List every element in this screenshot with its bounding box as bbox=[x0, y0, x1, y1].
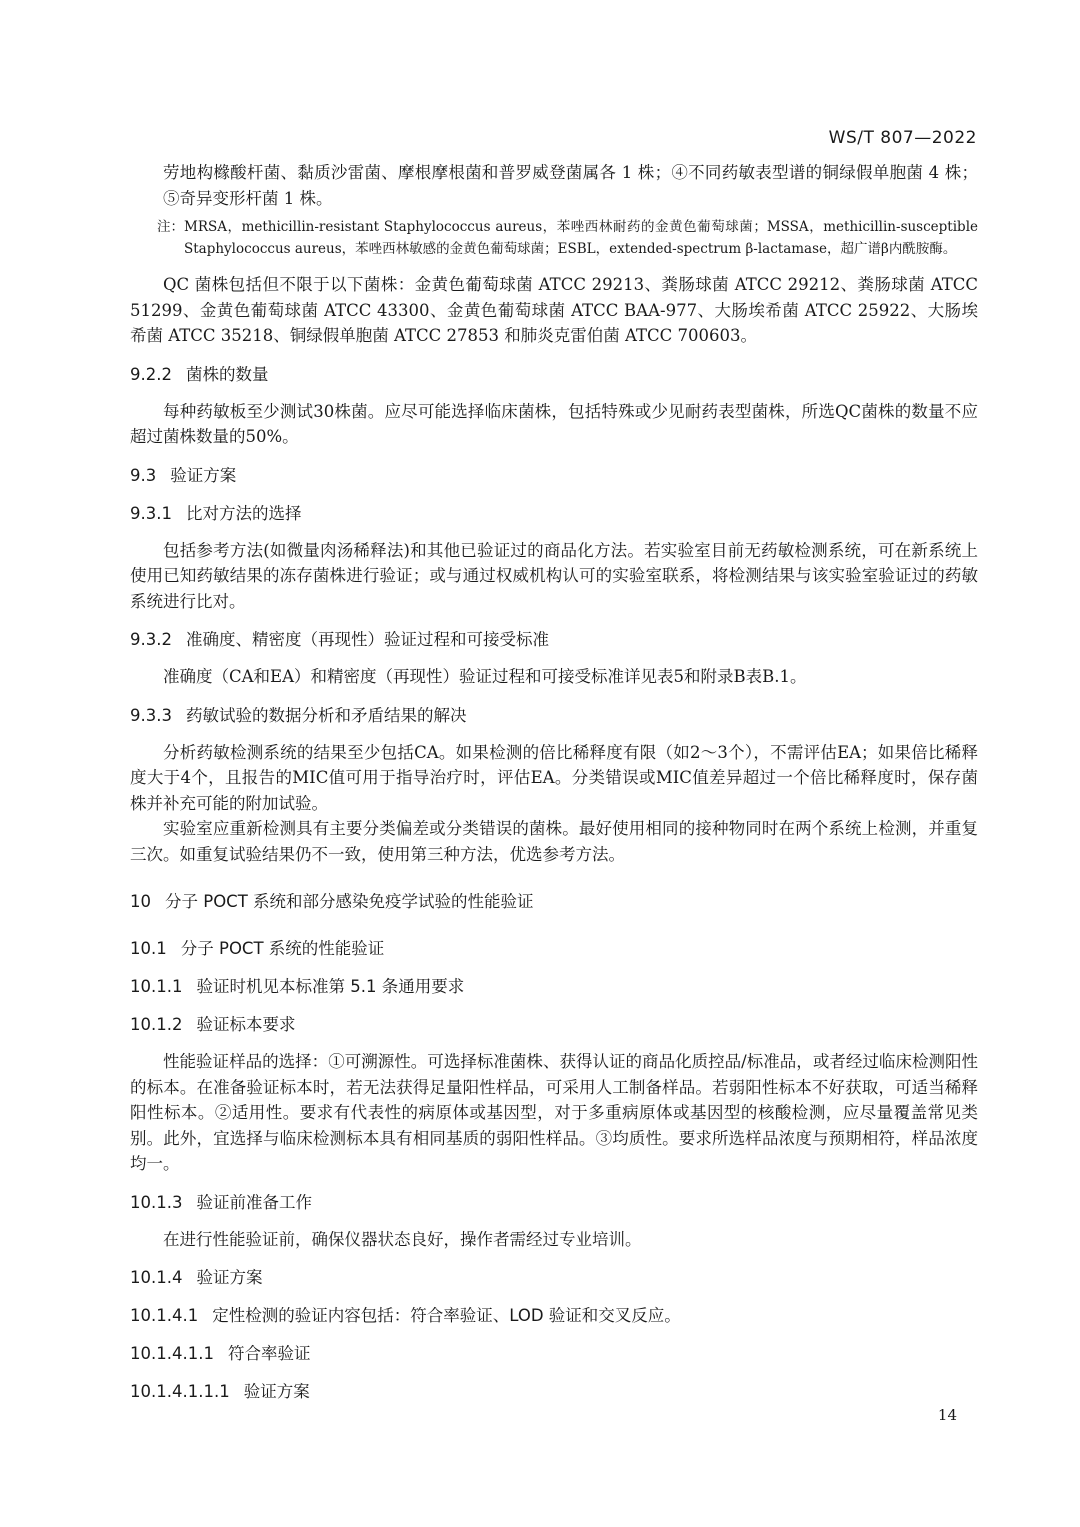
table-note bbox=[157, 217, 978, 260]
section-number: 9.2.2 bbox=[130, 364, 172, 384]
section-title: 分子 POCT 系统和部分感染免疫学试验的性能验证 bbox=[165, 892, 534, 911]
section-heading-10-1-4-1 bbox=[130, 1303, 978, 1328]
section-heading-10-1-3 bbox=[130, 1190, 978, 1215]
section-heading-10 bbox=[130, 889, 978, 914]
paragraph-accuracy-precision: 准确度（CA和EA）和精密度（再现性）验证过程和可接受标准详见表5和附录B表B.1。 bbox=[163, 667, 807, 686]
section-heading-9-3-3 bbox=[130, 703, 978, 728]
note-text: MRSA，methicillin-resistant Staphylococcus aureus，苯唑西林耐药的金黄色葡萄球菌；MSSA，methicillin-susceptible Staphylococcus aureus，苯唑西林敏感的金黄色葡萄球菌；ESBL，extended-spectrum β-lactamase，超广谱β内酰胺酶。 bbox=[184, 219, 978, 257]
paragraph-qc-strains: QC 菌株包括但不限于以下菌株：金黄色葡萄球菌 ATCC 29213、粪肠球菌 ATCC 29212、粪肠球菌 ATCC 51299、金黄色葡萄球菌 ATCC 43300、金黄色葡萄球菌 ATCC BAA-977、大肠埃希菌 ATCC 25922、大肠埃希菌 ATCC 35218、铜绿假单胞菌 ATCC 27853 和肺炎克雷伯菌 ATCC 700603。 bbox=[130, 275, 978, 345]
section-title: 比对方法的选择 bbox=[185, 503, 302, 523]
paragraph-data-analysis: 分析药敏检测系统的结果至少包括CA。如果检测的倍比稀释度有限（如2～3个），不需评估EA；如果倍比稀释度大于4个，且报告的MIC值可用于指导治疗时，评估EA。分类错误或MIC值差异超过一个倍比稀释度时，保存菌株并补充可能的附加试验。 bbox=[130, 742, 978, 813]
section-number: 10.1.2 bbox=[130, 1015, 183, 1034]
section-heading-10-1-4-1-1 bbox=[130, 1341, 978, 1366]
paragraph-retest: 实验室应重新检测具有主要分类偏差或分类错误的菌株。最好使用相同的接种物同时在两个系统上检测，并重复三次。如重复试验结果仍不一致，使用第三种方法，优选参考方法。 bbox=[130, 819, 978, 864]
section-title: 药敏试验的数据分析和矛盾结果的解决 bbox=[185, 705, 467, 725]
section-number: 10.1 bbox=[130, 939, 167, 958]
section-heading-9-3-2 bbox=[130, 627, 978, 652]
section-number: 9.3.1 bbox=[130, 503, 172, 523]
section-number: 10 bbox=[130, 892, 151, 911]
section-title: 定性检测的验证内容包括：符合率验证、LOD 验证和交叉反应。 bbox=[212, 1306, 681, 1325]
section-heading-10-1-2 bbox=[130, 1012, 978, 1037]
section-heading-10-1 bbox=[130, 936, 978, 961]
section-number: 9.3.2 bbox=[130, 630, 172, 649]
section-title: 验证方案 bbox=[196, 1268, 263, 1287]
section-title: 验证标本要求 bbox=[196, 1015, 296, 1034]
list-item-continuation: 劳地构橼酸杆菌、黏质沙雷菌、摩根摩根菌和普罗威登菌属各 1 株；④不同药敏表型谱的铜绿假单胞菌 4 株；⑤奇异变形杆菌 1 株。 bbox=[163, 163, 978, 208]
section-heading-9-2-2 bbox=[130, 362, 978, 387]
section-number: 10.1.4.1 bbox=[130, 1306, 199, 1325]
section-title: 验证方案 bbox=[243, 1382, 310, 1401]
section-number: 10.1.3 bbox=[130, 1192, 183, 1212]
section-title: 符合率验证 bbox=[227, 1344, 311, 1363]
paragraph-comparison-method: 包括参考方法(如微量肉汤稀释法)和其他已验证过的商品化方法。若实验室目前无药敏检测系统，可在新系统上使用已知药敏结果的冻存菌株进行验证；或与通过权威机构认可的实验室联系，将检测结果与该实验室验证过的药敏系统进行比对。 bbox=[130, 540, 978, 611]
section-title: 准确度、精密度（再现性）验证过程和可接受标准 bbox=[185, 630, 549, 649]
document-body bbox=[130, 160, 978, 1404]
paragraph-sample-requirements: 性能验证样品的选择：①可溯源性。可选择标准菌株、获得认证的商品化质控品/标准品，或者经过临床检测阳性的标本。在准备验证标本时，若无法获得足量阳性样品，可采用人工制备样品。若弱阳性标本不好获取，可适当稀释阳性标本。②适用性。要求有代表性的病原体或基因型，对于多重病原体或基因型的核酸检测，应尽量覆盖常见类别。此外，宜选择与临床检测标本具有相同基质的弱阳性样品。③均质性。要求所选样品浓度与预期相符，样品浓度均一。 bbox=[130, 1052, 978, 1173]
section-title: 菌株的数量 bbox=[185, 364, 269, 384]
note-label: 注： bbox=[157, 219, 184, 235]
section-title: 验证方案 bbox=[170, 465, 237, 485]
section-heading-9-3 bbox=[130, 463, 978, 488]
section-number: 9.3.3 bbox=[130, 705, 172, 725]
standard-code-header: WS/T 807—2022 bbox=[828, 128, 977, 148]
paragraph-preparation: 在进行性能验证前，确保仪器状态良好，操作者需经过专业培训。 bbox=[163, 1229, 642, 1249]
page-number: 14 bbox=[937, 1406, 957, 1424]
section-heading-10-1-4 bbox=[130, 1265, 978, 1290]
section-heading-9-3-1 bbox=[130, 501, 978, 526]
section-number: 10.1.1 bbox=[130, 977, 183, 996]
section-number: 9.3 bbox=[130, 465, 157, 485]
paragraph-strain-count: 每种药敏板至少测试30株菌。应尽可能选择临床菌株，包括特殊或少见耐药表型菌株，所选QC菌株的数量不应超过菌株数量的50%。 bbox=[130, 401, 978, 446]
section-title: 验证时机见本标准第 5.1 条通用要求 bbox=[196, 977, 465, 996]
section-title: 分子 POCT 系统的性能验证 bbox=[180, 939, 385, 958]
section-number: 10.1.4.1.1.1 bbox=[130, 1382, 230, 1401]
section-number: 10.1.4 bbox=[130, 1268, 183, 1287]
section-heading-10-1-4-1-1-1 bbox=[130, 1379, 978, 1404]
section-number: 10.1.4.1.1 bbox=[130, 1344, 214, 1363]
section-title: 验证前准备工作 bbox=[196, 1192, 312, 1212]
section-heading-10-1-1 bbox=[130, 974, 978, 999]
